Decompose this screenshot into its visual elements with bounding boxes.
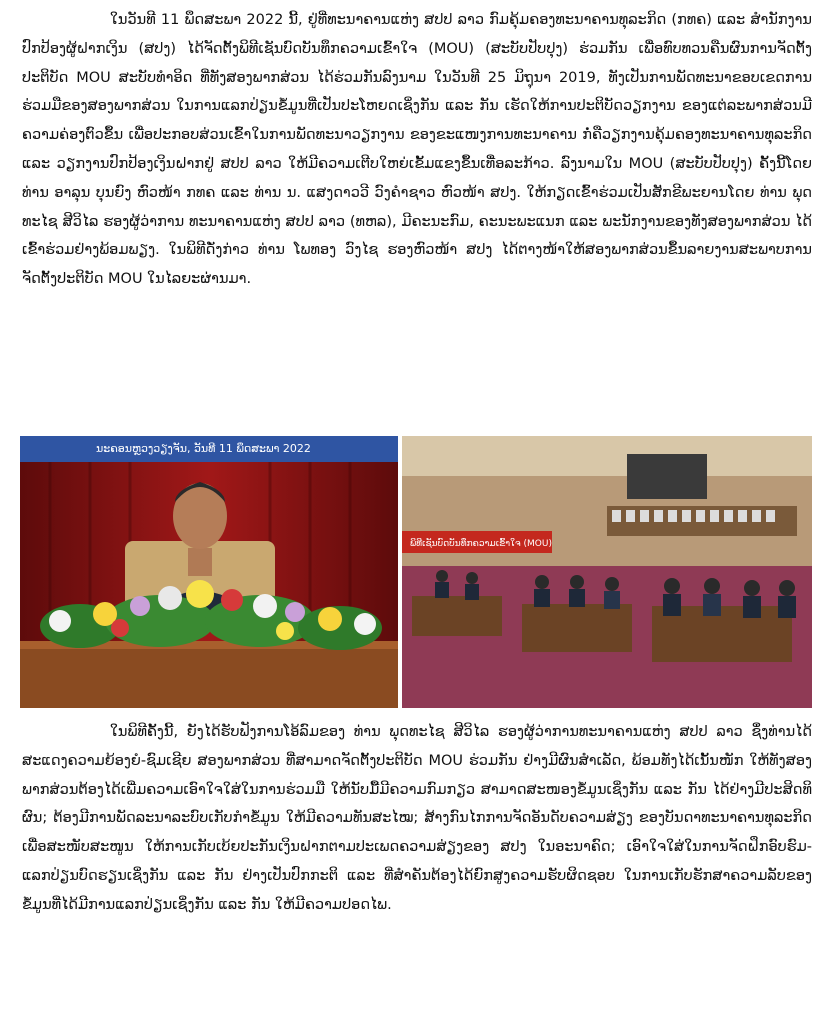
meeting-room-photo (402, 436, 812, 708)
speaker-photo-illustration (20, 436, 398, 708)
article-paragraph-1: ໃນວັນທີ 11 ພຶດສະພາ 2022 ນີ້, ຢູ່ທີ່ທະນາຄານແຫ່ງ ສປປ ລາວ ກົມຄຸ້ມຄອງທະນາຄານທຸລະກິດ (ກທຄ) ແລະ ສໍານັກງານປົກປ້ອງຜູ້ຝາກເງິນ (ສປງ) ໄດ້ຈັດຕັ້ງພິທີເຊັນບົດບັນທຶກຄວາມເຂົ້າໃຈ (MOU) (ສະບັບປັບປຸງ) ຮ່ວມກັນ ເພື່ອທົບທວນຄືນຜົນການຈັດຕັ້ງປະຕິບັດ MOU ສະບັບທໍາອິດ ທີ່ທັງສອງພາກສ່ວນ ໄດ້ຮ່ວມກັນລົງນາມ ໃນວັນທີ 25 ມິຖຸນາ 2019, ທັງເປັນການພັດທະນາຂອບເຂດການຮ່ວມມືຂອງສອງພາກສ່ວນ ໃນການແລກປ່ຽນຂໍ້ມູນທີ່ເປັນປະໂຫຍດເຊິ່ງກັນ ແລະ ກັນ ເຮັດໃຫ້ການປະຕິບັດວຽກງານ ຂອງແຕ່ລະພາກສ່ວນມີຄວາມຄ່ອງຕົວຂຶ້ນ ເພື່ອປະກອບສ່ວນເຂົ້າໃນການພັດທະນາວຽກງານ ຂອງຂະແໜງການທະນາຄານ ກໍ່ຄືວຽກງານຄຸ້ມຄອງທະນາຄານທຸລະກິດ ແລະ ວຽກງານປົກປ້ອງເງິນຝາກຢູ່ ສປປ ລາວ ໃຫ້ມີຄວາມເຕີບໃຫຍ່ເຂັ້ມແຂງຂຶ້ນເທື່ອລະກ້າວ. ລົງນາມໃນ MOU (ສະບັບປັບປຸງ) ຄັ້ງນີ້ໂດຍ ທ່ານ ອາລຸນ ບຸນຍົງ ຫົວໜ້າ ກທຄ ແລະ ທ່ານ ນ. ແສງດາວວີ ວົງຄໍາຊາວ ຫົວໜ້າ ສປງ. ໃຫ້ກຽດເຂົ້າຮ່ວມເປັນສັກຂີພະຍານໂດຍ ທ່ານ ພຸດທະໄຊ ສີວິໄລ ຮອງຜູ້ວ່າການ ທະນາຄານແຫ່ງ ສປປ ລາວ (ທຫລ), ມີຄະນະກົມ, ຄະນະພະແນກ ແລະ ພະນັກງານຂອງທັງສອງພາກສ່ວນ ໄດ້ເຂົ້າຮ່ວມຢ່າງພ້ອມພຽງ. ໃນພິທີດັ່ງກ່າວ ທ່ານ ໂພທອງ ວົງໄຊ ຮອງຫົວໜ້າ ສປງ ໄດ້ຕາງໜ້າໃຫ້ສອງພາກສ່ວນຂຶ້ນລາຍງານສະພາບການ ຈັດຕັ້ງປະຕິບັດ MOU ໃນໄລຍະຜ່ານມາ. (22, 12, 812, 288)
room-banner-text: ພິທີເຊັນບົດບັນທຶກຄວາມເຂົ້າໃຈ (MOU) (410, 539, 552, 549)
meeting-room-illustration (402, 436, 812, 708)
article-paragraph-2: ໃນພິທີຄັ້ງນີ້, ຍັງໄດ້ຮັບຟັງການໂອ້ລົມຂອງ ທ່ານ ພຸດທະໄຊ ສີວິໄລ ຮອງຜູ້ວ່າການທະນາຄານແຫ່ງ ສປປ ລາວ ຊຶ່ງທ່ານໄດ້ສະແດງຄວາມຍ້ອງຍໍ-ຊົມເຊີຍ ສອງພາກສ່ວນ ທີ່ສາມາດຈັດຕັ້ງປະຕິບັດ MOU ຮ່ວມກັນ ຢ່າງມີຜົນສໍາເລັດ, ພ້ອມທັງໄດ້ເນັ້ນໜັກ ໃຫ້ທັງສອງພາກສ່ວນຕ້ອງໄດ້ເພີ່ມຄວາມເອົາໃຈໃສ່ໃນການຮ່ວມມື ໃຫ້ນັບມື້ມີຄວາມກົມກຽວ ສາມາດສະໜອງຂໍ້ມູນເຊິ່ງກັນ ແລະ ກັນ ໄດ້ຢ່າງມີປະສິດທິຜົນ; ຕ້ອງມີການພັດລະນາລະບົບເກັບກໍາຂໍ້ມູນ ໃຫ້ມີຄວາມທັນສະໄໝ; ສ້າງກົນໄກການຈັດອັນດັບຄວາມສ່ຽງ ຂອງບັນດາທະນາຄານທຸລະກິດ ເພື່ອສະໜັບສະໜູນ ໃຫ້ການເກັບເບ້ຍປະກັນເງິນຝາກຕາມປະເພດຄວາມສ່ຽງຂອງ ສປງ ໃນອະນາຄົດ; ເອົາໃຈໃສ່ໃນການຈັດຝຶກອົບຮົມ-ແລກປ່ຽນບົດຮຽນເຊິ່ງກັນ ແລະ ກັນ ຢ່າງເປັນປົກກະຕິ ແລະ ທີ່ສໍາຄັນຕ້ອງໄດ້ຍົກສູງຄວາມຮັບຜິດຊອບ ໃນການເກັບຮັກສາຄວາມລັບຂອງຂໍ້ມູນທີ່ໄດ້ມີການແລກປ່ຽນເຊິ່ງກັນ ແລະ ກັນ ໃຫ້ມີຄວາມປອດໄພ. (22, 724, 812, 913)
photo-caption-bar: ນະຄອນຫຼວງວຽງຈັນ, ວັນທີ 11 ພຶດສະພາ 2022 (20, 436, 398, 462)
speaker-photo (20, 436, 398, 708)
